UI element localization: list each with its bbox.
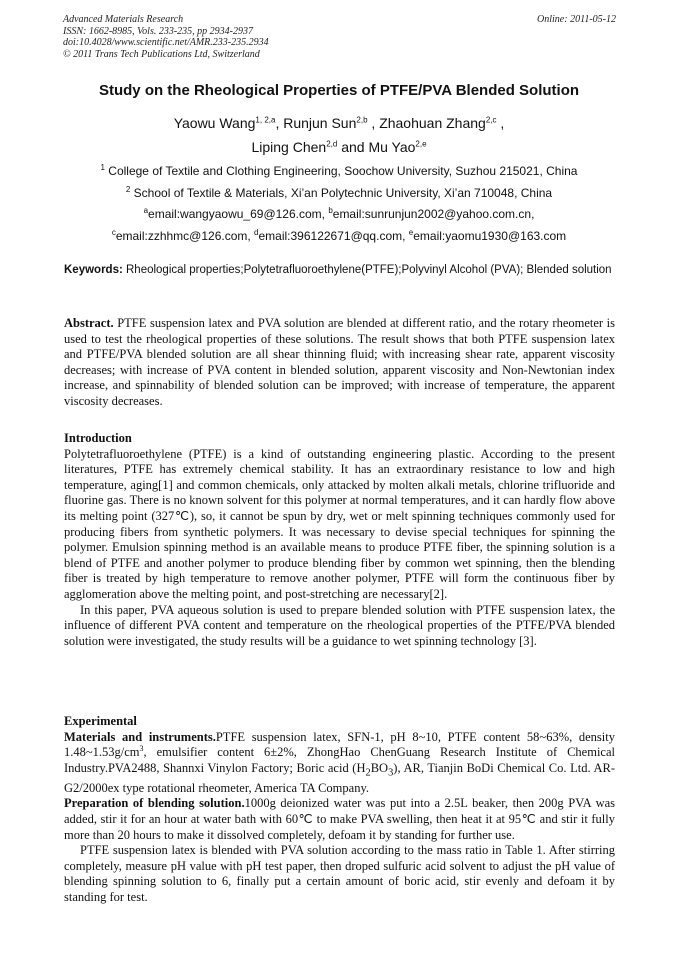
abstract-label: Abstract. (64, 316, 114, 330)
preparation-label: Preparation of blending solution. (64, 796, 245, 811)
affiliation-sup: 1 (100, 163, 105, 172)
introduction-heading: Introduction (64, 431, 132, 445)
affiliation-1 (0, 164, 678, 178)
materials-sub: 3 (388, 767, 394, 779)
author-line-2 (0, 139, 678, 155)
author-sup: 2,d (326, 139, 338, 149)
email-sup: a (143, 206, 149, 215)
introduction-paragraph-2: In this paper, PVA aqueous solution is used to prepare blended solution with PTFE suspension latex, the influence of different PVA content and temperature on the rheological properties of the PTFE/PVA blended solution were investigated, the study results will be a guidance to wet spinning technology [3]. (64, 602, 615, 648)
author-separator: , (275, 115, 284, 131)
preparation-paragraph (64, 796, 615, 843)
materials-text: PTFE suspension latex, SFN-1, pH 8~10, PTFE content 58~63%, density 1.48~1.53g/cm (64, 729, 615, 760)
materials-sup: 3 (139, 744, 144, 754)
author-name: Runjun Sun (283, 115, 357, 131)
journal-name: Advanced Materials Research (63, 14, 184, 25)
keywords-text: Rheological properties;Polytetrafluoroethylene(PTFE);Polyvinyl Alcohol (PVA); Blended solution (122, 264, 612, 276)
author-sup: 1, 2,a (255, 115, 276, 125)
email-sup: c (111, 228, 116, 237)
materials-text: , emulsifier content 6±2%, ZhongHao ChenGuang Research Institute of Chemical Industry.PVA2488, Shannxi Vinylon Factory; Boric acid (H (64, 745, 615, 775)
affiliation-text: School of Textile & Materials, Xi’an Polytechnic University, Xi’an 710048, China (130, 186, 553, 200)
affiliation-text: College of Textile and Clothing Engineering, Soochow University, Suzhou 215021, China (104, 164, 578, 178)
introduction-section (64, 431, 615, 649)
introduction-paragraph-1: Polytetrafluoroethylene (PTFE) is a kind of outstanding engineering plastic. According to the present literatures, PTFE has extremely chemical stability. It has an extraordinary resistance to low and high temperature, aging[1] and common chemicals, only attacked by molten alkali metals, chlorine trifluoride and fluorine gas. There is no known solvent for this polymer at normal temperatures, and it can hardly flow above its melting point (327℃), so, it cannot be spun by dry, wet or melt spinning techniques commonly used for producing fibers from synthetic polymers. It was necessary to devise special techniques for spinning the polymer. Emulsion spinning method is an available means to produce PTFE fiber, the spinning solution is a blend of PTFE and another polymer to produce blending fiber by common wet spinning, then the blending fiber is treated by high temperature to remove another polymer, PTFE will form the continuous fiber by agglomeration above the melting point, and post-stretching are necessary[2]. (64, 446, 615, 601)
materials-text: ), AR, Tianjin BoDi Chemical Co. Ltd. AR-G2/2000ex type rotational rheometer, America TA Company. (64, 760, 616, 795)
materials-label: Materials and instruments. (64, 729, 216, 744)
journal-copyright: © 2011 Trans Tech Publications Ltd, Switzerland (63, 48, 260, 60)
online-date: Online: 2011-05-12 (537, 14, 616, 25)
author-separator: and (337, 139, 369, 155)
author-name: Yaowu Wang (173, 115, 256, 131)
author-line-1 (0, 115, 678, 131)
affiliation-2 (0, 186, 678, 200)
paper-title: Study on the Rheological Properties of PTFE/PVA Blended Solution (98, 82, 580, 99)
abstract-text: PTFE suspension latex and PVA solution are blended at different ratio, and the rotary rheometer is used to test the rheological properties of these solutions. The result shows that both PTFE suspension latex and PTFE/PVA blended solution are all shear thinning fluid; with increasing shear rate, apparent viscosity decreases; with increase of PVA content in blended solution, apparent viscosity and Non-Newtonian index increase, and spinnability of blended solution can be improved; with increase of temperature, the apparent viscosity decreases. (64, 316, 615, 408)
abstract (64, 316, 615, 410)
materials-paragraph (64, 730, 615, 797)
preparation-text: 1000g deionized water was put into a 2.5L beaker, then 200g PVA was added, stir it for an hour at water bath with 60℃ to make PVA swelling, then heat it at 95℃ and stir it fully more than 20 hours to make it dissolved completely, defoam it by standing for further use. (64, 796, 616, 842)
author-separator: , (367, 115, 380, 131)
affiliation-sup: 2 (125, 185, 131, 194)
email-text: email:396122671@qq.com, (258, 229, 409, 243)
email-sup: d (254, 228, 259, 237)
author-name: Mu Yao (368, 139, 416, 155)
materials-text: BO (370, 760, 389, 775)
author-name: Zhaohuan Zhang (379, 115, 486, 131)
experimental-section (64, 714, 615, 906)
experimental-heading: Experimental (64, 714, 137, 728)
author-sup: 2,b (356, 115, 368, 125)
email-sup: e (408, 228, 414, 237)
email-text: email:yaomu1930@163.com (413, 229, 567, 243)
author-name: Liping Chen (251, 139, 327, 155)
journal-header (63, 14, 616, 60)
journal-doi: doi:10.4028/www.scientific.net/AMR.233-235.2934 (63, 37, 269, 48)
materials-sub: 2 (365, 767, 371, 779)
author-separator: , (496, 115, 505, 131)
email-text: email:sunrunjun2002@yahoo.com.cn, (332, 207, 535, 221)
keywords (64, 263, 615, 278)
author-sup: 2,e (415, 139, 427, 149)
blending-paragraph: PTFE suspension latex is blended with PVA solution according to the mass ratio in Table 1. After stirring completely, measure pH value with pH test paper, then droped sulfuric acid solvent to adjust the pH value of blending spinning solution to 6, finally put a certain amount of boric acid, stir evenly and defoam it by standing for test. (64, 843, 615, 905)
email-text: email:wangyaowu_69@126.com, (148, 207, 329, 221)
author-sup: 2,c (485, 115, 497, 125)
email-line-2 (0, 229, 678, 243)
journal-issn: ISSN: 1662-8985, Vols. 233-235, pp 2934-2937 (63, 25, 253, 37)
keywords-label: Keywords: (64, 264, 123, 276)
email-text: email:zzhhmc@126.com, (115, 229, 255, 243)
email-line-1 (0, 207, 678, 221)
email-sup: b (328, 206, 333, 215)
